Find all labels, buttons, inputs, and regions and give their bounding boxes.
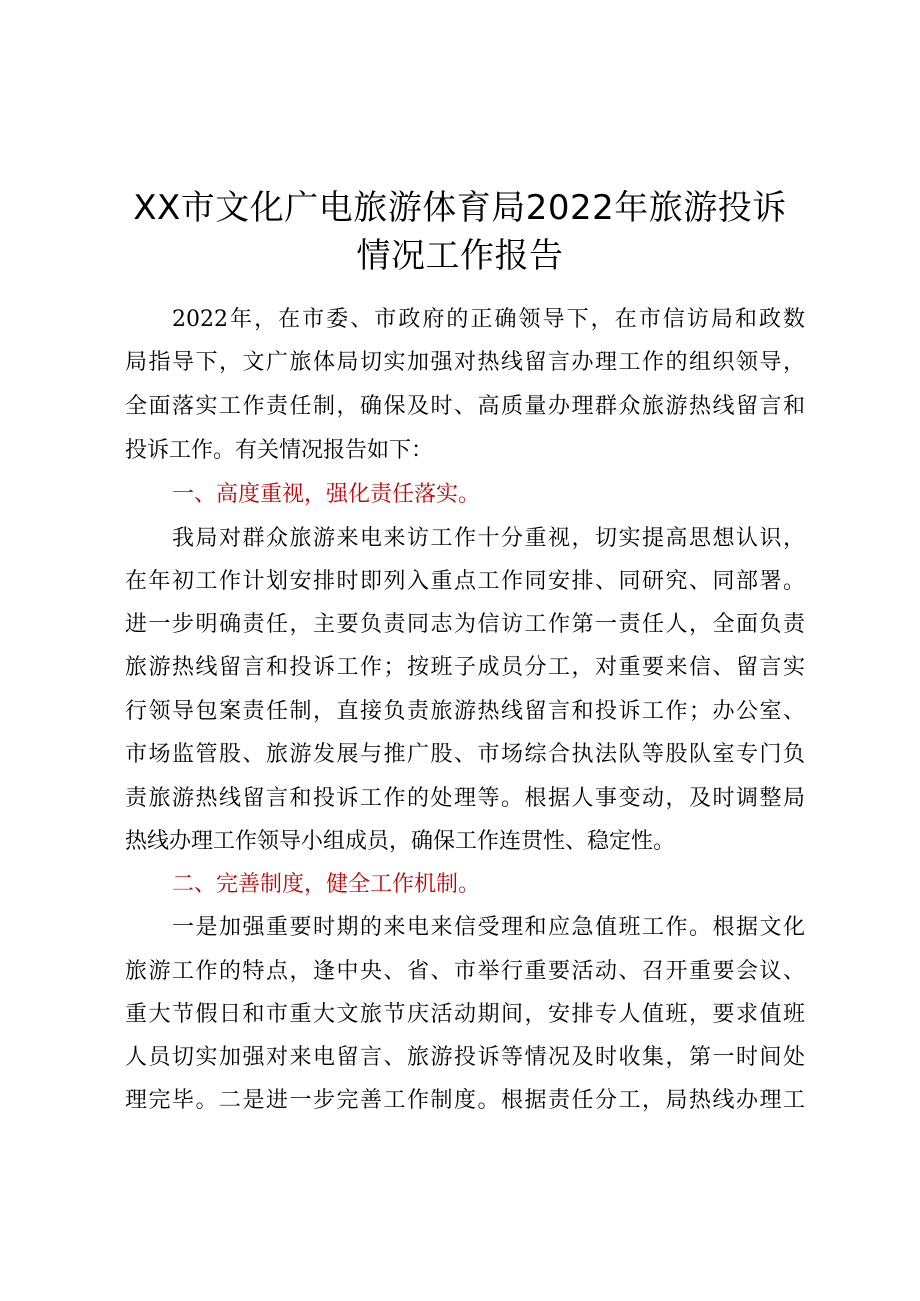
intro-paragraph-line: 局指导下，文广旅体局切实加强对热线留言办理工作的组织领导， [125, 350, 805, 375]
intro-paragraph-line: 投诉工作。有关情况报告如下： [125, 438, 434, 463]
section-1-paragraph-line: 进一步明确责任，主要负责同志为信访工作第一责任人，全面负责 [125, 612, 805, 637]
document-title-line-1: XX市文化广电旅游体育局2022年旅游投诉 [133, 188, 787, 228]
intro-paragraph-line: 2022年，在市委、市政府的正确领导下，在市信访局和政数 [172, 307, 805, 332]
intro-paragraph-line: 全面落实工作责任制，确保及时、高质量办理群众旅游热线留言和 [125, 394, 805, 419]
section-1-paragraph-line: 我局对群众旅游来电来访工作十分重视，切实提高思想认识， [172, 526, 805, 551]
section-1-paragraph-line: 责旅游热线留言和投诉工作的处理等。根据人事变动，及时调整局 [125, 786, 805, 811]
section-2-paragraph-line: 人员切实加强对来电留言、旅游投诉等情况及时收集，第一时间处 [125, 1045, 805, 1070]
section-1-paragraph-line: 市场监管股、旅游发展与推广股、市场综合执法队等股队室专门负 [125, 742, 805, 767]
section-1-paragraph-line: 旅游热线留言和投诉工作；按班子成员分工，对重要来信、留言实 [125, 655, 805, 680]
section-2-paragraph-line: 旅游工作的特点，逢中央、省、市举行重要活动、召开重要会议、 [125, 959, 805, 984]
section-1-heading: 一、高度重视，强化责任落实。 [172, 482, 481, 507]
section-2-heading: 二、完善制度，健全工作机制。 [172, 872, 481, 897]
section-2-paragraph-line: 重大节假日和市重大文旅节庆活动期间，安排专人值班，要求值班 [125, 1002, 805, 1027]
document-title-line-2: 情况工作报告 [356, 236, 564, 276]
section-2-paragraph-line: 理完毕。二是进一步完善工作制度。根据责任分工，局热线办理工 [125, 1088, 805, 1113]
section-1-paragraph-line: 行领导包案责任制，直接负责旅游热线留言和投诉工作；办公室、 [125, 699, 805, 724]
section-1-paragraph-line: 在年初工作计划安排时即列入重点工作同安排、同研究、同部署。 [125, 569, 805, 594]
section-1-paragraph-line: 热线办理工作领导小组成员，确保工作连贯性、稳定性。 [125, 829, 676, 854]
section-2-paragraph-line: 一是加强重要时期的来电来信受理和应急值班工作。根据文化 [172, 915, 805, 940]
